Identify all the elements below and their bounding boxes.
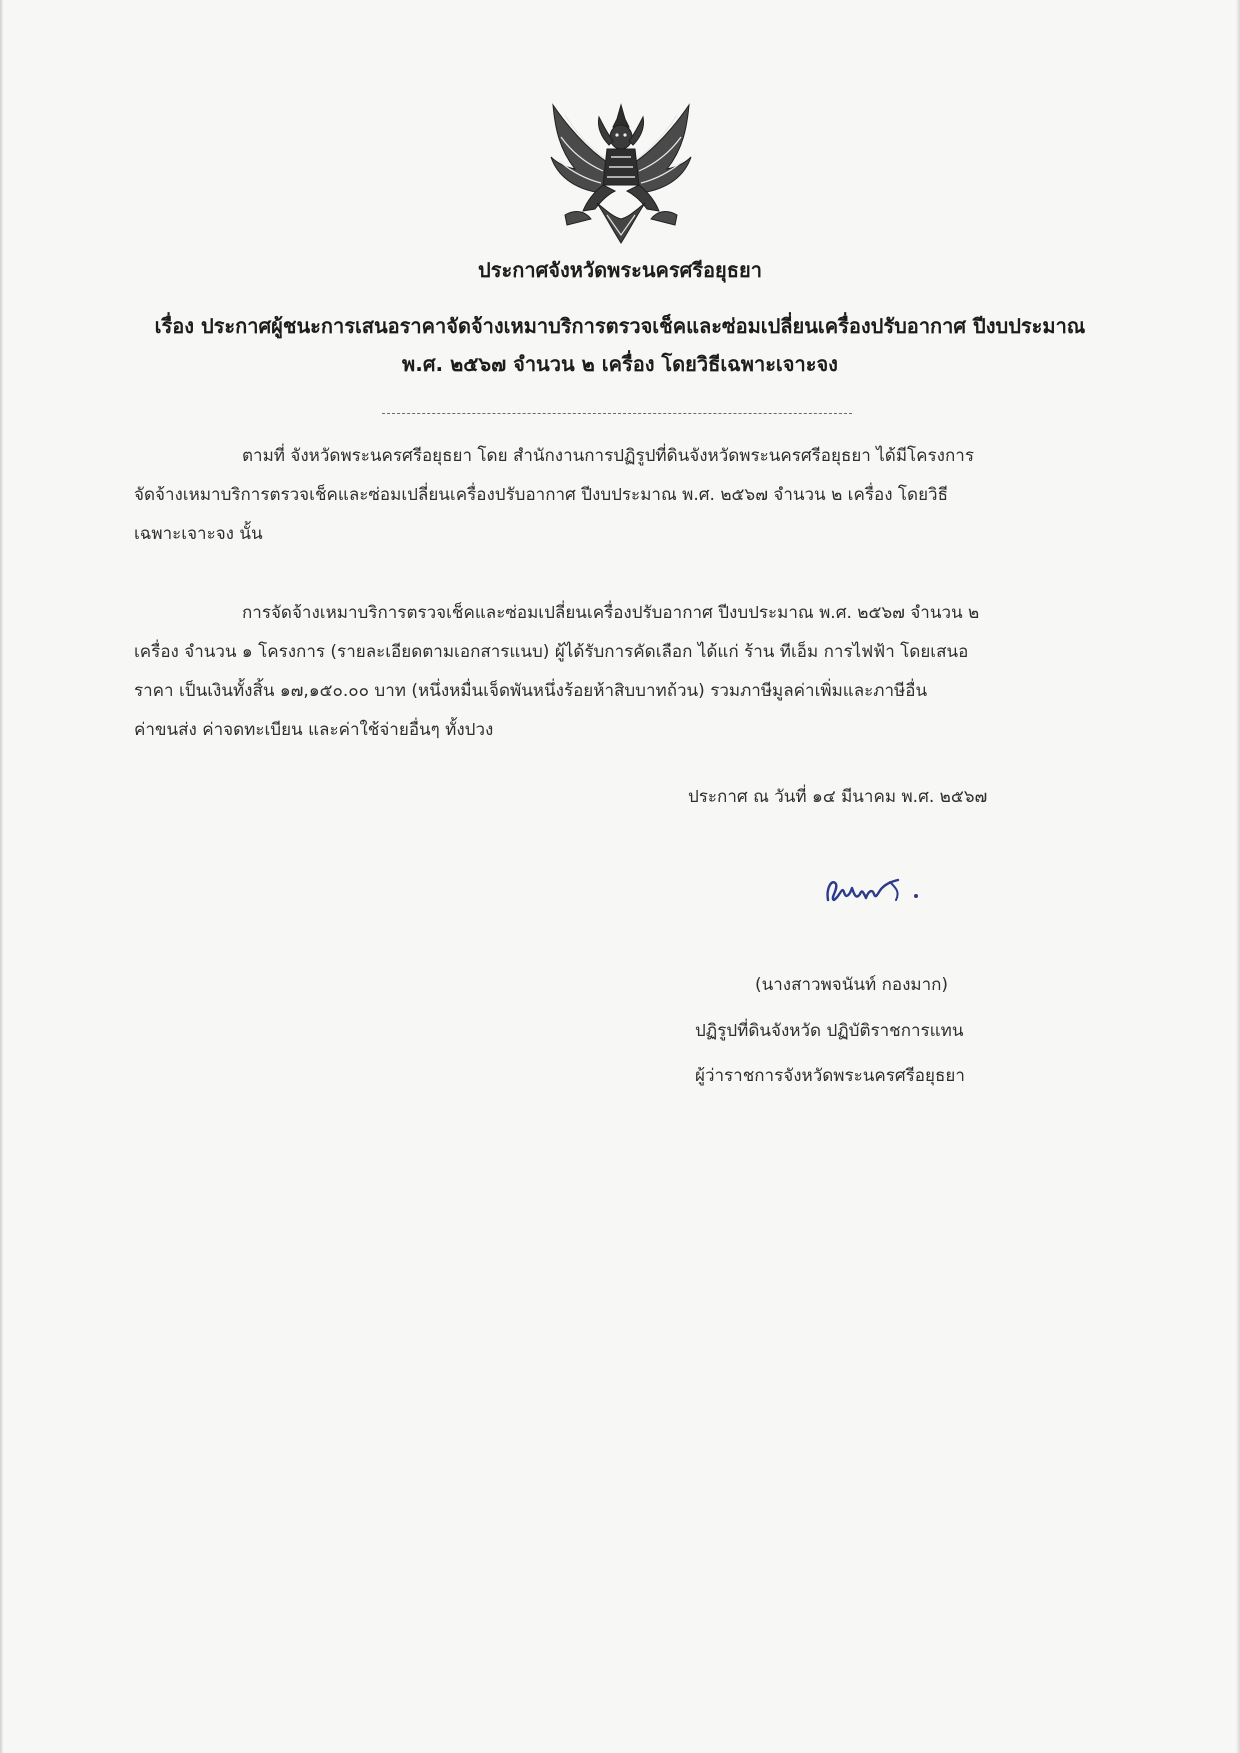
paragraph-line: เครื่อง จำนวน ๑ โครงการ (รายละเอียดตามเอกสารแนบ) ผู้ได้รับการคัดเลือก ได้แก่ ร้าน ทีเอ็ม การไฟฟ้า โดยเสนอ — [134, 642, 969, 662]
garuda-emblem-icon — [545, 97, 697, 247]
dashed-divider — [382, 413, 852, 414]
paragraph-line: เฉพาะเจาะจง นั้น — [134, 524, 263, 544]
handwritten-signature — [820, 870, 938, 910]
announcement-date: ประกาศ ณ วันที่ ๑๔ มีนาคม พ.ศ. ๒๕๖๗ — [688, 787, 988, 807]
paragraph-line: ค่าขนส่ง ค่าจดทะเบียน และค่าใช้จ่ายอื่นๆ ทั้งปวง — [134, 720, 494, 740]
paragraph-line: การจัดจ้างเหมาบริการตรวจเช็คและซ่อมเปลี่ยนเครื่องปรับอากาศ ปีงบประมาณ พ.ศ. ๒๕๖๗ จำนวน ๒ — [242, 603, 980, 623]
signatory-position-governor: ผู้ว่าราชการจังหวัดพระนครศรีอยุธยา — [695, 1066, 965, 1086]
paragraph-line: ราคา เป็นเงินทั้งสิ้น ๑๗,๑๕๐.๐๐ บาท (หนึ่งหมื่นเจ็ดพันหนึ่งร้อยห้าสิบบาทถ้วน) รวมภาษีมูลค่าเพิ่มและภาษีอื่น — [134, 681, 928, 701]
announcement-subject-line2: พ.ศ. ๒๕๖๗ จำนวน ๒ เครื่อง โดยวิธีเฉพาะเจาะจง — [402, 352, 838, 376]
paragraph-background — [134, 437, 1084, 554]
signatory-position: ปฏิรูปที่ดินจังหวัด ปฏิบัติราชการแทน — [695, 1021, 964, 1041]
announcement-subject-line1: เรื่อง ประกาศผู้ชนะการเสนอราคาจัดจ้างเหมาบริการตรวจเช็คและซ่อมเปลี่ยนเครื่องปรับอากาศ ปีงบประมาณ — [154, 314, 1086, 338]
paragraph-award — [134, 594, 1084, 750]
paragraph-line: จัดจ้างเหมาบริการตรวจเช็คและซ่อมเปลี่ยนเครื่องปรับอากาศ ปีงบประมาณ พ.ศ. ๒๕๖๗ จำนวน ๒ เครื่อง โดยวิธี — [134, 485, 948, 505]
paragraph-line: ตามที่ จังหวัดพระนครศรีอยุธยา โดย สำนักงานการปฏิรูปที่ดินจังหวัดพระนครศรีอยุธยา ได้มีโครงการ — [242, 446, 974, 466]
announcement-title: ประกาศจังหวัดพระนครศรีอยุธยา — [478, 258, 762, 282]
signatory-name: (นางสาวพจนันท์ กองมาก) — [755, 975, 949, 995]
